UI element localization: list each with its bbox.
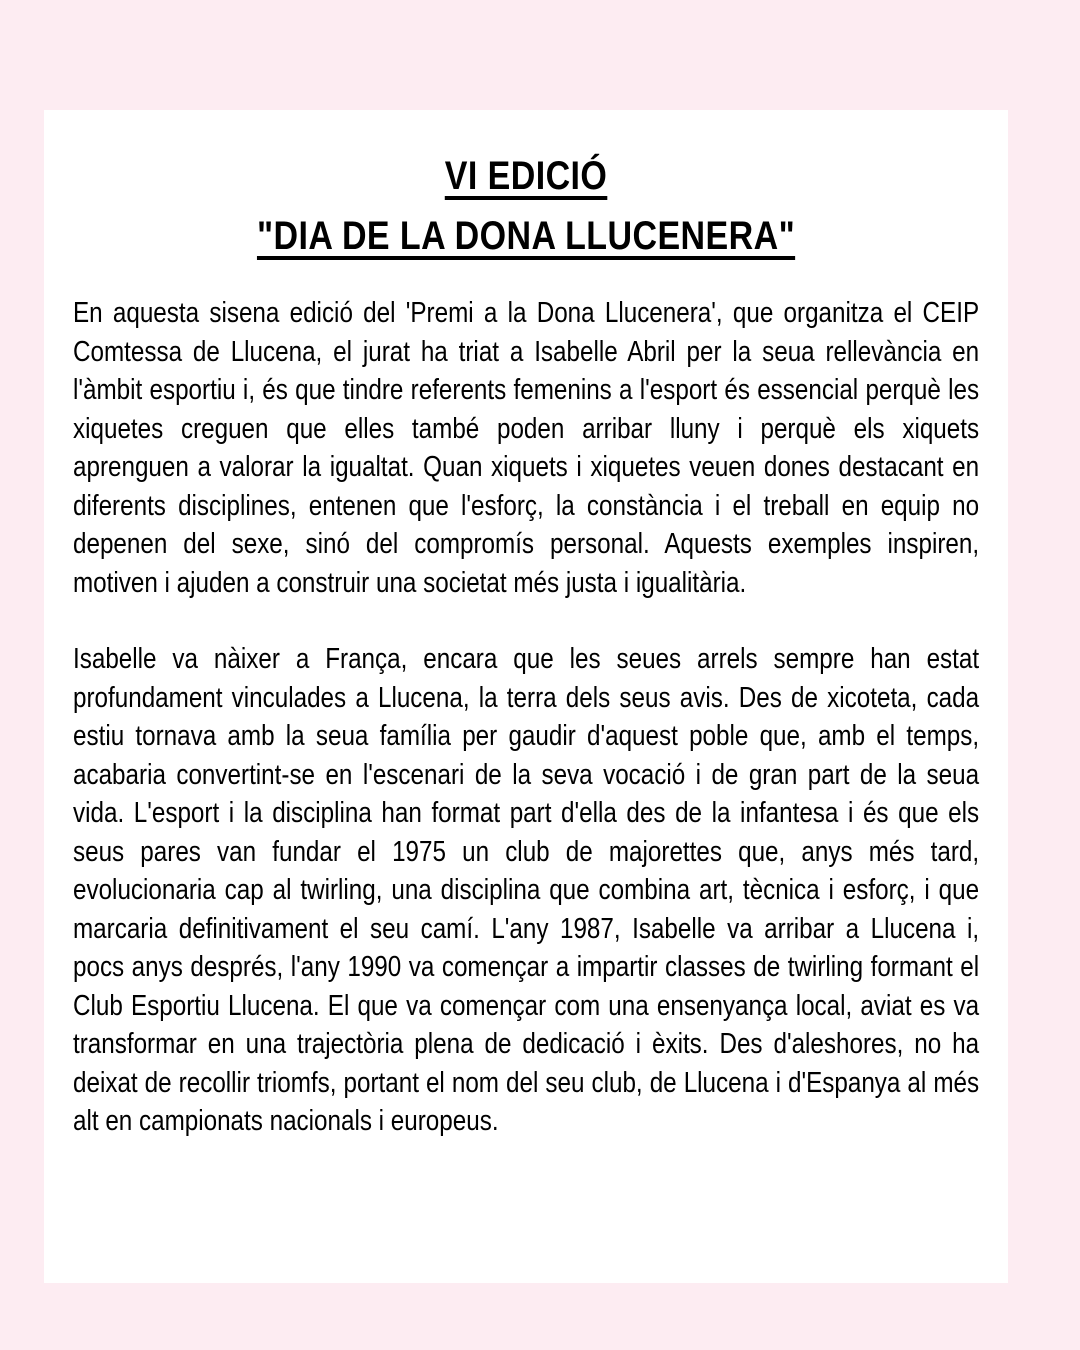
page-title: [73, 146, 979, 266]
body-text: [73, 294, 979, 1141]
paragraph-1: En aquesta sisena edició del 'Premi a la Dona Llucenera', que organitza el CEIP Comtessa de Llucena, el jurat ha triat a Isabelle Abril per la seua rellevància en l'àmbit esportiu i, és que tindre referents femenins a l'esport és essencial perquè les xiquetes creguen que elles també poden arribar lluny i perquè els xiquets aprenguen a valorar la igualtat. Quan xiquets i xiquetes veuen dones destacant en diferents disciplines, entenen que l'esforç, la constància i el treball en equip no depenen del sexe, sinó del compromís personal. Aquests exemples inspiren, motiven i ajuden a construir una societat més justa i igualitària.: [73, 297, 980, 599]
document-card: [44, 110, 1008, 1283]
paragraph-2: Isabelle va nàixer a França, encara que les seues arrels sempre han estat profundament vinculades a Llucena, la terra dels seus avis. Des de xicoteta, cada estiu tornava amb la seua família per gaudir d'aquest poble que, amb el temps, acabaria convertint-se en l'escenari de la seva vocació i de gran part de la seua vida. L'esport i la disciplina han format part d'ella des de la infantesa i és que els seus pares van fundar el 1975 un club de majorettes que, anys més tard, evolucionaria cap al twirling, una disciplina que combina art, tècnica i esforç, i que marcaria definitivament el seu camí. L'any 1987, Isabelle va arribar a Llucena i, pocs anys després, l'any 1990 va començar a impartir classes de twirling formant el Club Esportiu Llucena. El que va començar com una ensenyança local, aviat es va transformar en una trajectòria plena de dedicació i èxits. Des d'aleshores, no ha deixat de recollir triomfs, portant el nom del seu club, de Llucena i d'Espanya al més alt en campionats nacionals i europeus.: [73, 643, 980, 1137]
title-line-1: VI EDICIÓ: [444, 154, 608, 198]
title-line-2: "DIA DE LA DONA LLUCENERA": [256, 214, 796, 258]
document-content: [73, 146, 979, 1141]
